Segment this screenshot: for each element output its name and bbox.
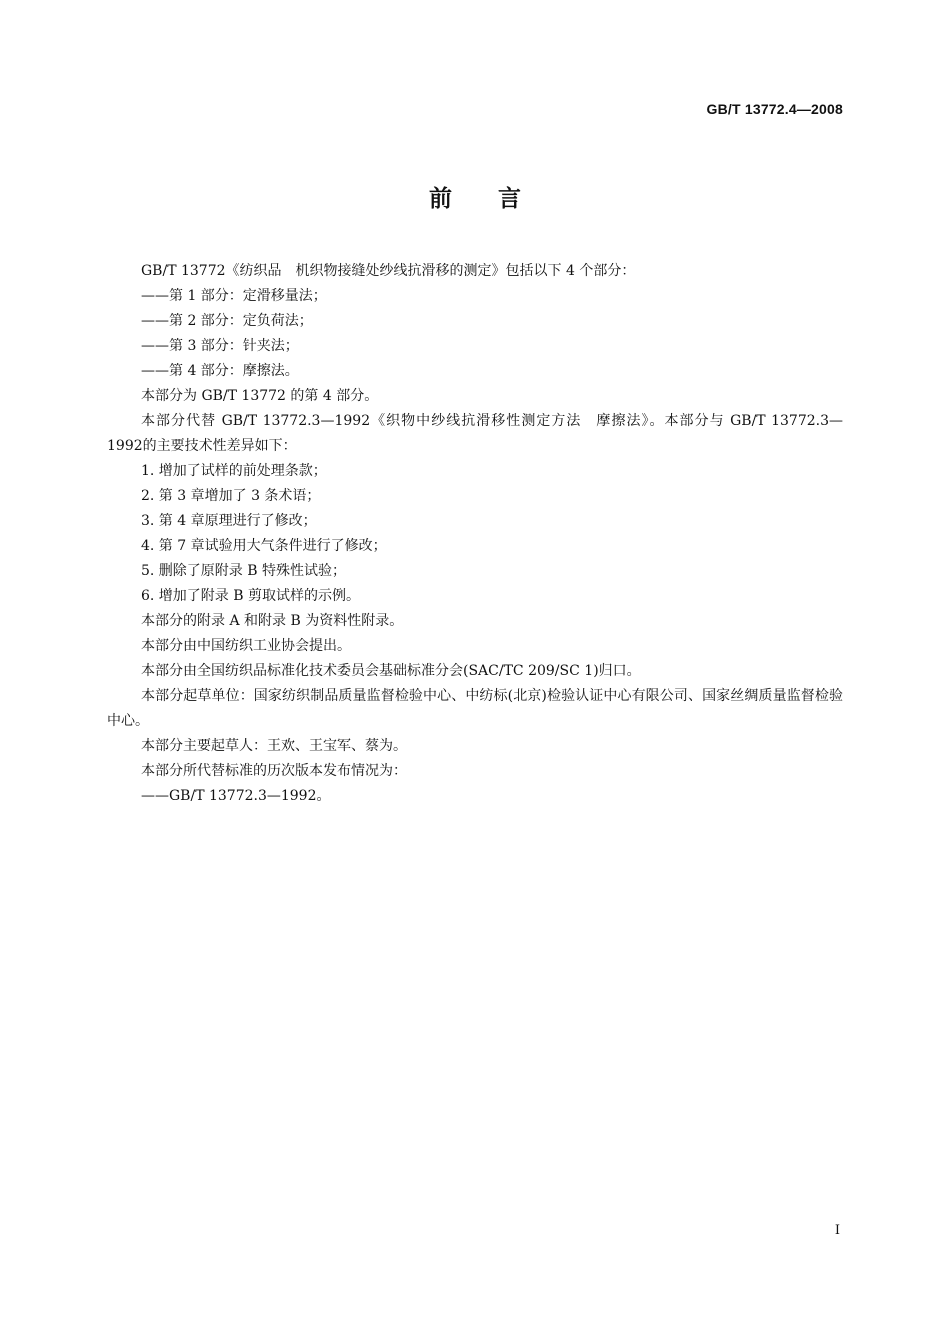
paragraph-intro: GB/T 13772《纺织品 机织物接缝处纱线抗滑移的测定》包括以下 4 个部分： [141,263,636,279]
paragraph-replaces: 本部分代替 GB/T 13772.3—1992《织物中纱线抗滑移性测定方法 摩擦法》。本部分与 GB/T 13772.3—1992的主要技术性差异如下： [107,413,843,454]
list-item-change-3: 3. 第 4 章原理进行了修改； [141,513,317,529]
list-item-part-3: ——第 3 部分：针夹法； [141,338,299,354]
paragraph-under-jurisdiction: 本部分由全国纺织品标准化技术委员会基础标准分会(SAC/TC 209/SC 1)归口。 [141,663,641,679]
list-item-part-2: ——第 2 部分：定负荷法； [141,313,313,329]
paragraph-drafting-units: 本部分起草单位：国家纺织制品质量监督检验中心、中纺标(北京)检验认证中心有限公司、国家丝绸质量监督检验中心。 [107,688,843,729]
list-item-change-4: 4. 第 7 章试验用大气条件进行了修改； [141,538,387,554]
standard-number: GB/T 13772.4—2008 [706,101,843,117]
list-item-change-5: 5. 删除了原附录 B 特殊性试验； [141,563,346,579]
list-item-previous-edition: ——GB/T 13772.3—1992。 [141,788,331,804]
paragraph-drafters: 本部分主要起草人：王欢、王宝军、蔡为。 [141,738,407,754]
paragraph-annexes: 本部分的附录 A 和附录 B 为资料性附录。 [141,613,404,629]
list-item-change-1: 1. 增加了试样的前处理条款； [141,463,327,479]
page-title: 前言 [429,186,567,212]
list-item-part-4: ——第 4 部分：摩擦法。 [141,363,299,379]
paragraph-previous-editions: 本部分所代替标准的历次版本发布情况为： [141,763,407,779]
list-item-change-6: 6. 增加了附录 B 剪取试样的示例。 [141,588,360,604]
paragraph-proposed-by: 本部分由中国纺织工业协会提出。 [141,638,351,654]
document-body [107,259,843,809]
list-item-part-1: ——第 1 部分：定滑移量法； [141,288,327,304]
page-number: I [834,1223,840,1238]
list-item-change-2: 2. 第 3 章增加了 3 条术语； [141,488,321,504]
paragraph-part-statement: 本部分为 GB/T 13772 的第 4 部分。 [141,388,379,404]
